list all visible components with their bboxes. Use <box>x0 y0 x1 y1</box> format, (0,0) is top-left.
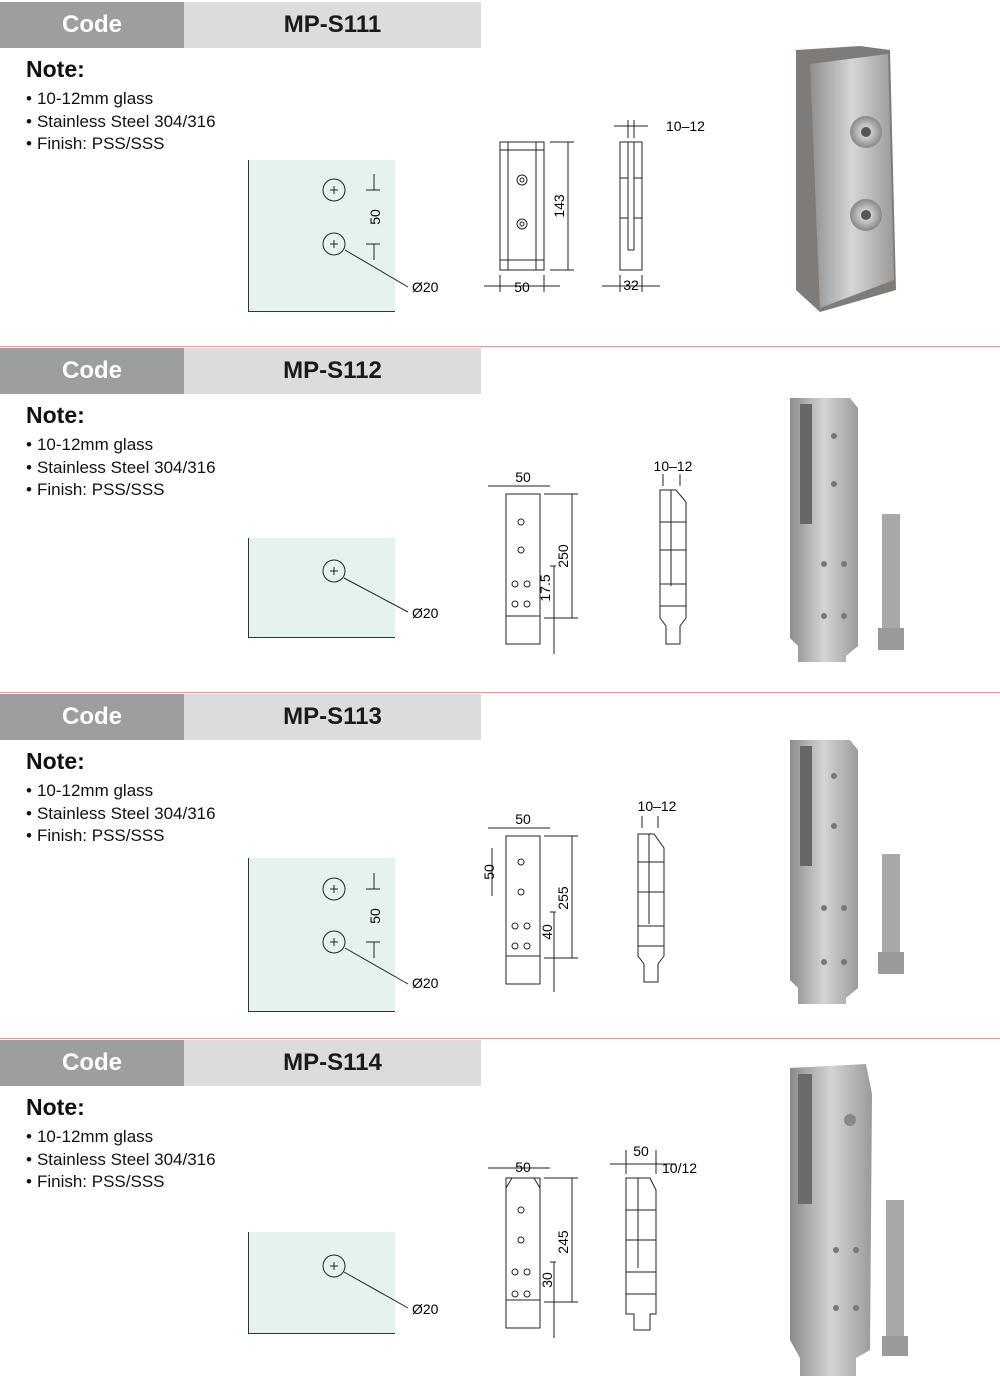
height-dim-label: 250 <box>555 544 571 568</box>
note-item: • Stainless Steel 304/316 <box>26 803 216 826</box>
front-view-drawing <box>480 1138 710 1353</box>
product-section-mp-s111 <box>0 0 1000 346</box>
glass-dim-label: 10–12 <box>653 458 693 474</box>
note-item: • Finish: PSS/SSS <box>26 1171 216 1194</box>
note-item: • 10-12mm glass <box>26 780 216 803</box>
note-item: • 10-12mm glass <box>26 1126 216 1149</box>
hole-spacing-label: 50 <box>367 908 383 924</box>
glass-hole-drawing <box>248 538 458 638</box>
product-section-mp-s112 <box>0 346 1000 692</box>
depth-dim-label: 32 <box>623 277 639 293</box>
note-title: Note: <box>26 402 85 428</box>
note-item: • Stainless Steel 304/316 <box>26 457 216 480</box>
height-dim-label: 143 <box>551 194 567 218</box>
note-list <box>26 434 216 502</box>
height-dim-label: 255 <box>555 886 571 910</box>
code-label: Code <box>0 2 184 48</box>
glass-dim-label: 10–12 <box>666 118 705 134</box>
code-label: Code <box>0 348 184 394</box>
hole-spacing-label: 50 <box>367 209 383 225</box>
product-photo-mp-s111 <box>780 40 920 320</box>
lower-dim-label: 30 <box>539 1272 555 1288</box>
hole-diameter-label: Ø20 <box>412 975 439 991</box>
product-photo-mp-s114 <box>770 1060 920 1382</box>
product-section-mp-s114 <box>0 1038 1000 1384</box>
note-item: • 10-12mm glass <box>26 434 216 457</box>
glass-hole-drawing <box>248 858 458 1013</box>
lower-dim-label: 40 <box>539 924 555 940</box>
note-list <box>26 88 216 156</box>
product-code: MP-S114 <box>184 1040 481 1086</box>
lower-dim-label: 17.5 <box>537 574 553 602</box>
width-dim-label: 50 <box>515 469 531 485</box>
top-dim-label: 50 <box>481 864 497 880</box>
glass-dim-label: 10/12 <box>662 1160 698 1176</box>
note-item: • Finish: PSS/SSS <box>26 479 216 502</box>
hole-diameter-label: Ø20 <box>412 279 439 295</box>
note-item: • Stainless Steel 304/316 <box>26 111 216 134</box>
note-item: • Finish: PSS/SSS <box>26 133 216 156</box>
note-title: Note: <box>26 748 85 774</box>
side-width-dim-label: 50 <box>633 1143 649 1159</box>
note-title: Note: <box>26 56 85 82</box>
product-code: MP-S111 <box>184 2 481 48</box>
front-view-drawing <box>480 456 710 666</box>
product-section-mp-s113 <box>0 692 1000 1038</box>
height-dim-label: 245 <box>555 1230 571 1254</box>
note-item: • 10-12mm glass <box>26 88 216 111</box>
hole-diameter-label: Ø20 <box>412 605 439 621</box>
width-dim-label: 50 <box>515 1159 531 1175</box>
front-view-drawing <box>480 792 710 1007</box>
product-code: MP-S113 <box>184 694 481 740</box>
width-dim-label: 50 <box>515 811 531 827</box>
note-list <box>26 780 216 848</box>
glass-hole-drawing <box>248 1232 458 1332</box>
note-title: Note: <box>26 1094 85 1120</box>
note-item: • Stainless Steel 304/316 <box>26 1149 216 1172</box>
width-dim-label: 50 <box>514 279 530 295</box>
note-item: • Finish: PSS/SSS <box>26 825 216 848</box>
front-view-drawing <box>480 110 710 300</box>
code-label: Code <box>0 1040 184 1086</box>
note-list <box>26 1126 216 1194</box>
product-code: MP-S112 <box>184 348 481 394</box>
product-photo-mp-s112 <box>780 394 920 669</box>
glass-dim-label: 10–12 <box>637 798 677 814</box>
product-photo-mp-s113 <box>780 736 920 1011</box>
glass-hole-drawing <box>248 160 458 315</box>
code-label: Code <box>0 694 184 740</box>
hole-diameter-label: Ø20 <box>412 1301 439 1317</box>
